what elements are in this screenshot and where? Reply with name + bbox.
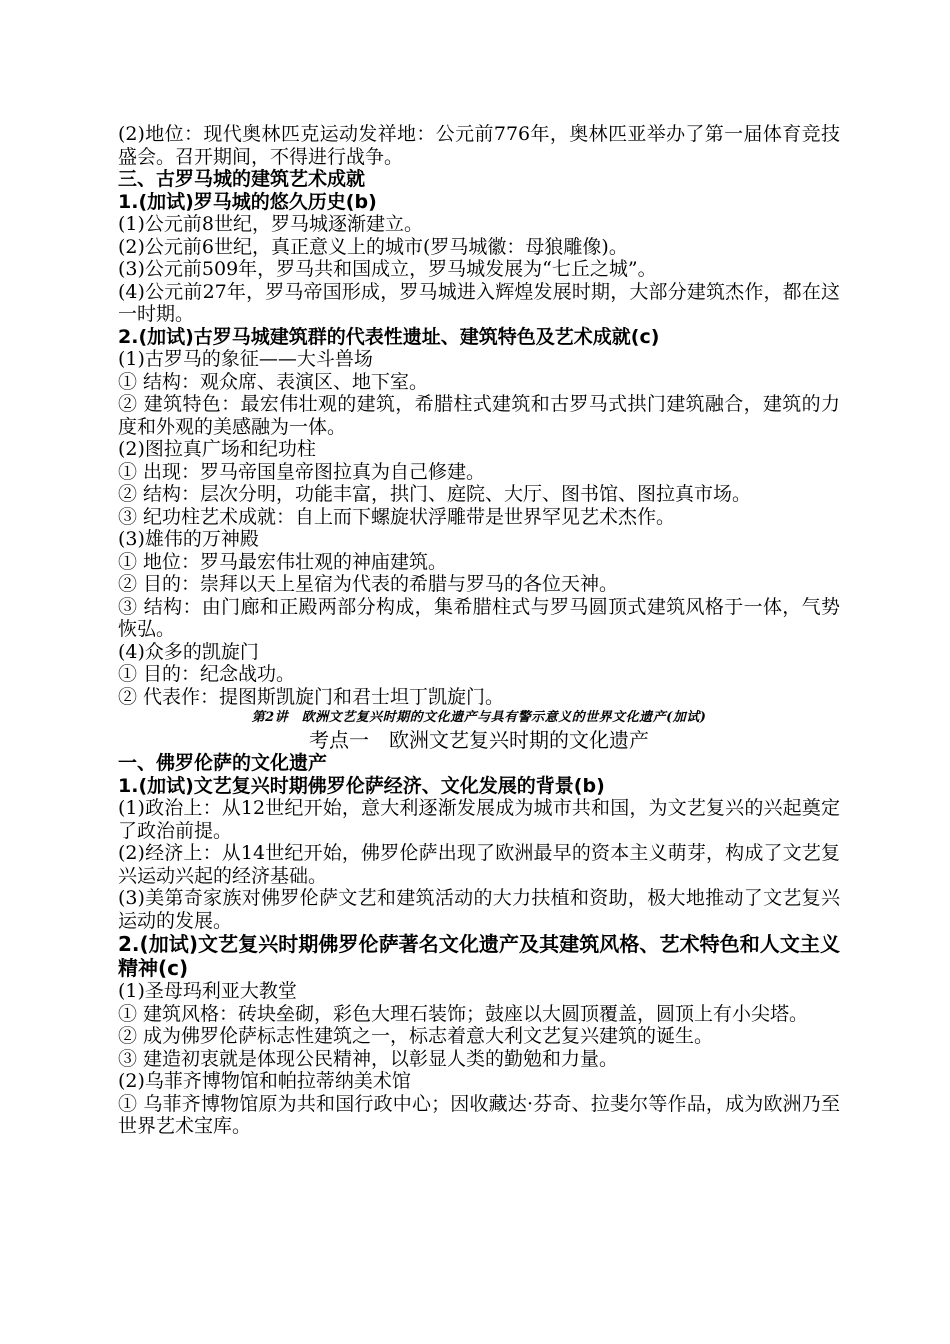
paragraph-line: ② 结构：层次分明，功能丰富，拱门、庭院、大厅、图书馆、图拉真市场。 [118,483,752,505]
section-heading: 1.(加试)罗马城的悠久历史(b) [118,190,377,213]
paragraph-line: ① 结构：观众席、表演区、地下室。 [118,370,429,393]
paragraph-line: (3)雄伟的万神殿 [118,528,259,550]
paragraph-line: ② 代表作：提图斯凯旋门和君士坦丁凯旋门。 [118,685,505,708]
paragraph-line: ① 建筑风格：砖块垒砌，彩色大理石装饰；鼓座以大圆顶覆盖，圆顶上有小尖塔。 [118,1002,809,1025]
paragraph-line: ③ 结构：由门廊和正殿两部分构成，集希腊柱式与罗马圆顶式建筑风格于一体，气势恢弘。 [118,595,840,640]
paragraph-line: (4)众多的凯旋门 [118,640,259,663]
paragraph-line: (1)政治上：从12世纪开始，意大利逐渐发展成为城市共和国，为文艺复兴的兴起奠定了政治前提。 [118,797,840,842]
paragraph-line: (2)图拉真广场和纪功柱 [118,438,316,460]
paragraph-line: ② 成为佛罗伦萨标志性建筑之一，标志着意大利文艺复兴建筑的诞生。 [118,1025,714,1047]
paragraph-line: (2)地位：现代奥林匹克运动发祥地：公元前776年，奥林匹亚举办了第一届体育竞技盛会。召开期间，不得进行战争。 [118,123,840,168]
paragraph-line: (2)乌菲齐博物馆和帕拉蒂纳美术馆 [118,1070,411,1092]
paragraph-line: ① 乌菲齐博物馆原为共和国行政中心；因收藏达·芬奇、拉斐尔等作品，成为欧洲乃至世界艺术宝库。 [118,1092,840,1137]
paragraph-line: (1)圣母玛利亚大教堂 [118,980,297,1002]
paragraph-line: (1)公元前8世纪，罗马城逐渐建立。 [118,213,424,235]
section-heading: 一、佛罗伦萨的文化遗产 [118,752,328,774]
paragraph-line: (2)公元前6世纪，真正意义上的城市(罗马城徽：母狼雕像)。 [118,235,628,258]
lecture-title: 第2讲 欧洲文艺复兴时期的文化遗产与具有警示意义的世界文化遗产(加试) [251,710,707,725]
section-heading: 1.(加试)文艺复兴时期佛罗伦萨经济、文化发展的背景(b) [118,774,605,797]
paragraph-line: (1)古罗马的象征——大斗兽场 [118,348,373,370]
paragraph-line: ① 出现：罗马帝国皇帝图拉真为自己修建。 [118,460,486,483]
paragraph-line: ③ 纪功柱艺术成就：自上而下螺旋状浮雕带是世界罕见艺术杰作。 [118,505,676,528]
paragraph-line: (4)公元前27年，罗马帝国形成，罗马城进入辉煌发展时期，大部分建筑杰作，都在这一时期。 [118,280,840,325]
paragraph-line: ① 地位：罗马最宏伟壮观的神庙建筑。 [118,550,448,573]
document-page [118,123,840,1138]
paragraph-line: ① 目的：纪念战功。 [118,663,296,685]
paragraph-line: ② 建筑特色：最宏伟壮观的建筑，希腊柱式建筑和古罗马式拱门建筑融合，建筑的力度和外观的美感融为一体。 [118,393,840,438]
topic-title: 考点一 欧洲文艺复兴时期的文化遗产 [309,728,649,752]
paragraph-line: ② 目的：崇拜以天上星宿为代表的希腊与罗马的各位天神。 [118,573,619,595]
section-heading: 2.(加试)文艺复兴时期佛罗伦萨著名文化遗产及其建筑风格、艺术特色和人文主义精神(c) [118,932,840,980]
paragraph-line: ③ 建造初衷就是体现公民精神，以彰显人类的勤勉和力量。 [118,1047,619,1070]
paragraph-line: (3)公元前509年，罗马共和国成立，罗马城发展为“七丘之城”。 [118,258,657,280]
paragraph-line: (2)经济上：从14世纪开始，佛罗伦萨出现了欧洲最早的资本主义萌芽，构成了文艺复兴运动兴起的经济基础。 [118,842,840,887]
section-heading: 三、古罗马城的建筑艺术成就 [118,168,366,190]
paragraph-line: (3)美第奇家族对佛罗伦萨文艺和建筑活动的大力扶植和资助，极大地推动了文艺复兴运动的发展。 [118,887,840,932]
section-heading: 2.(加试)古罗马城建筑群的代表性遗址、建筑特色及艺术成就(c) [118,325,660,348]
